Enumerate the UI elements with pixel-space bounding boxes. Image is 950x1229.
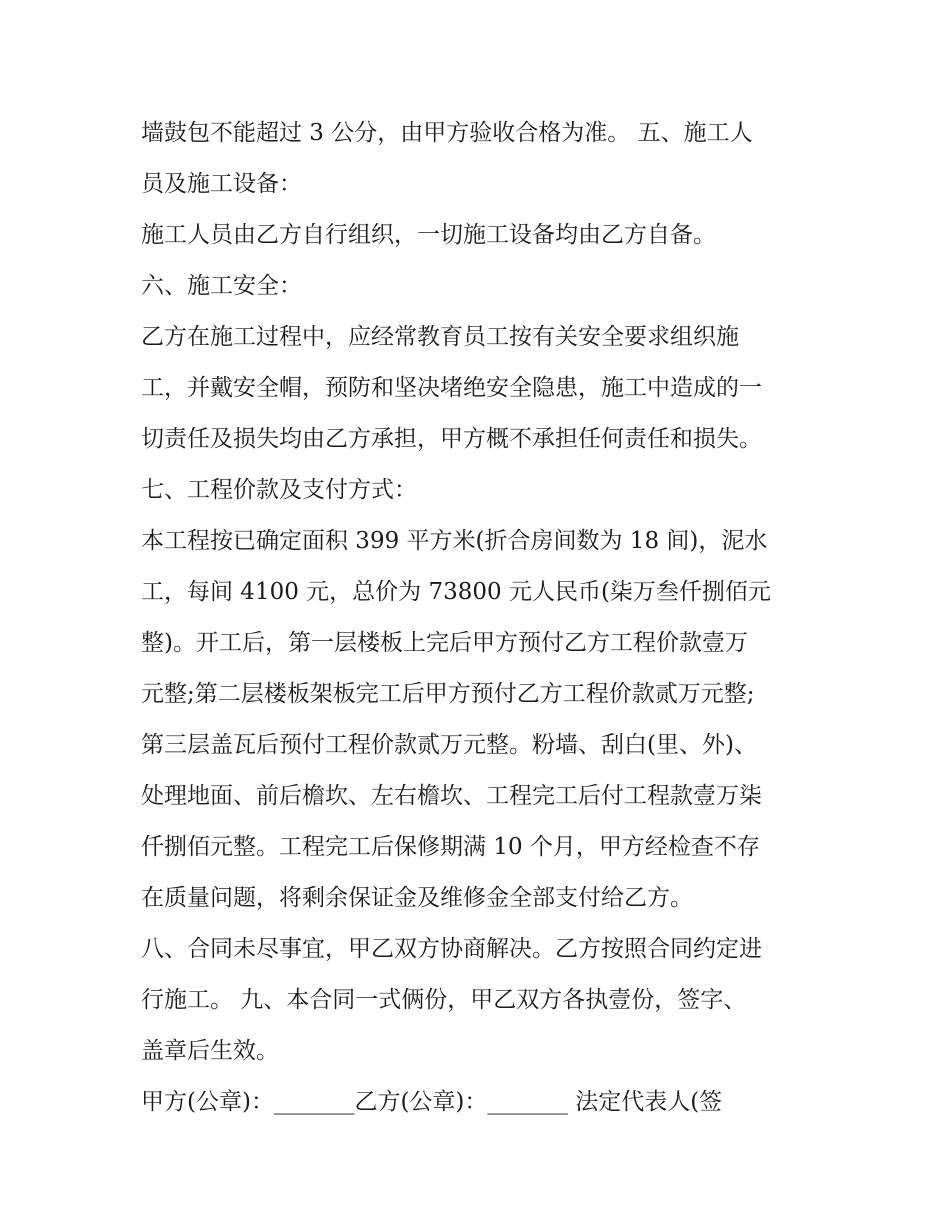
text-line: 墙鼓包不能超过 3 公分，由甲方验收合格为准。 五、施工人 bbox=[141, 120, 753, 146]
text-line: 切责任及损失均由乙方承担，甲方概不承担任何责任和损失。 bbox=[141, 426, 762, 452]
text-line: 处理地面、前后檐坎、左右檐坎、工程完工后付工程款壹万柒 bbox=[141, 783, 762, 809]
text-line: 元整;第二层楼板架板完工后甲方预付乙方工程价款贰万元整; bbox=[141, 681, 755, 707]
text-line: 乙方在施工过程中，应经常教育员工按有关安全要求组织施 bbox=[141, 324, 739, 350]
text-line: 本工程按已确定面积 399 平方米(折合房间数为 18 间)，泥水 bbox=[141, 528, 768, 554]
text-line: 施工人员由乙方自行组织，一切施工设备均由乙方自备。 bbox=[141, 222, 716, 248]
text-line: 行施工。 九、本合同一式俩份，甲乙双方各执壹份，签字、 bbox=[141, 987, 747, 1013]
text-line: 八、合同未尽事宜，甲乙双方协商解决。乙方按照合同约定进 bbox=[141, 936, 762, 962]
contract-text-block bbox=[141, 108, 821, 1128]
text-line: 员及施工设备： bbox=[141, 171, 302, 197]
signature-line: 甲方(公章)：_______乙方(公章)：_______ 法定代表人(签 bbox=[141, 1089, 723, 1115]
text-line: 整)。开工后，第一层楼板上完后甲方预付乙方工程价款壹万 bbox=[141, 630, 748, 656]
section-heading: 六、施工安全： bbox=[141, 273, 302, 299]
text-line: 第三层盖瓦后预付工程价款贰万元整。粉墙、刮白(里、外)、 bbox=[141, 732, 757, 758]
text-line: 仟捌佰元整。工程完工后保修期满 10 个月，甲方经检查不存 bbox=[141, 834, 760, 860]
section-heading: 七、工程价款及支付方式： bbox=[141, 477, 417, 503]
text-line: 工，并戴安全帽，预防和坚决堵绝安全隐患，施工中造成的一 bbox=[141, 375, 762, 401]
text-line: 在质量问题，将剩余保证金及维修金全部支付给乙方。 bbox=[141, 885, 693, 911]
text-line: 盖章后生效。 bbox=[141, 1038, 279, 1064]
text-line: 工，每间 4100 元，总价为 73800 元人民币(柒万叁仟捌佰元 bbox=[141, 579, 771, 605]
